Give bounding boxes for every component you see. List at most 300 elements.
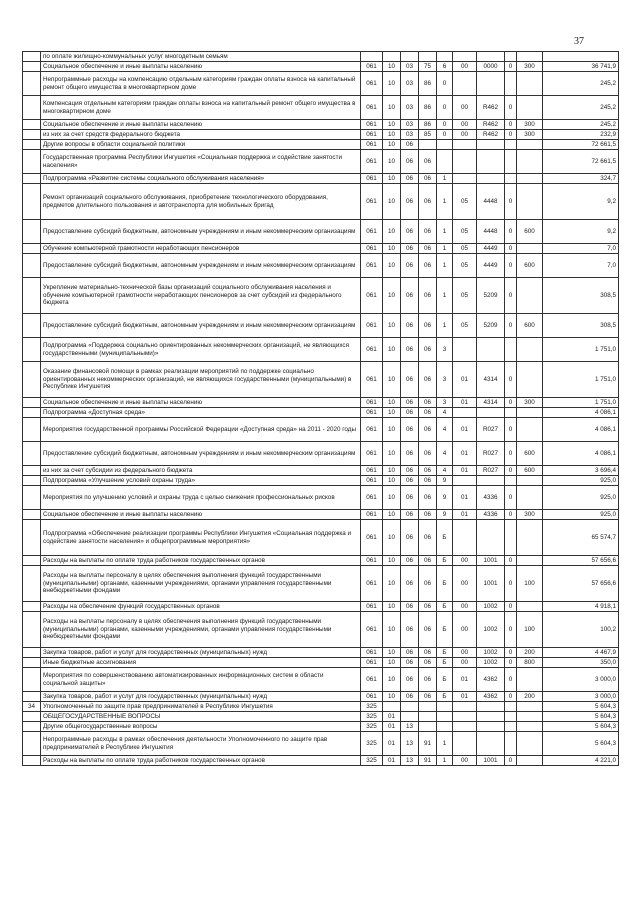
code-section: 10 <box>383 314 401 338</box>
code-section: 10 <box>383 648 401 658</box>
code-expense-type: 100 <box>517 566 543 602</box>
code-expense-type <box>517 52 543 62</box>
code-program: 06 <box>419 220 437 244</box>
code-subprogram: 1 <box>437 174 453 184</box>
code-subsection <box>401 52 419 62</box>
row-name: Расходы на обеспечение функций государственных органов <box>41 602 361 612</box>
code-activity: 01 <box>453 510 477 520</box>
code-direction: 4449 <box>477 244 505 254</box>
code-subsection: 06 <box>401 150 419 174</box>
code-program: 86 <box>419 72 437 96</box>
code-subprogram: Б <box>437 566 453 602</box>
code-subsection: 06 <box>401 244 419 254</box>
row-name: Закупка товаров, работ и услуг для государственных (муниципальных) нужд <box>41 692 361 702</box>
code-subsection: 06 <box>401 254 419 278</box>
code-zero: 0 <box>505 668 517 692</box>
row-name: Расходы на выплаты по оплате труда работников государственных органов <box>41 756 361 766</box>
code-zero <box>505 338 517 362</box>
code-subsection: 03 <box>401 72 419 96</box>
code-admin: 061 <box>361 476 383 486</box>
row-amount: 245,2 <box>543 72 619 96</box>
row-amount: 7,0 <box>543 254 619 278</box>
code-activity: 00 <box>453 130 477 140</box>
row-amount: 4 467,9 <box>543 648 619 658</box>
table-row <box>23 184 619 220</box>
code-subprogram: 1 <box>437 244 453 254</box>
code-program: 06 <box>419 510 437 520</box>
code-admin: 061 <box>361 486 383 510</box>
code-expense-type <box>517 140 543 150</box>
code-admin: 061 <box>361 692 383 702</box>
row-number <box>23 362 41 398</box>
code-admin: 061 <box>361 612 383 648</box>
code-section: 10 <box>383 72 401 96</box>
row-amount: 308,5 <box>543 314 619 338</box>
code-zero <box>505 520 517 556</box>
code-program: 06 <box>419 612 437 648</box>
row-number <box>23 130 41 140</box>
code-direction: 1001 <box>477 756 505 766</box>
code-program: 06 <box>419 254 437 278</box>
row-number <box>23 756 41 766</box>
code-subsection: 13 <box>401 756 419 766</box>
code-expense-type: 600 <box>517 442 543 466</box>
row-amount: 72 661,5 <box>543 140 619 150</box>
code-subsection: 03 <box>401 120 419 130</box>
code-activity <box>453 140 477 150</box>
code-activity: 01 <box>453 466 477 476</box>
code-zero: 0 <box>505 612 517 648</box>
row-name: Государственная программа Республики Ингушетия «Социальная поддержка и содействие занятости населения» <box>41 150 361 174</box>
code-expense-type <box>517 96 543 120</box>
table-row <box>23 566 619 602</box>
code-expense-type <box>517 72 543 96</box>
code-activity: 05 <box>453 278 477 314</box>
table-row <box>23 254 619 278</box>
row-name: из них за счет средств федерального бюджета <box>41 130 361 140</box>
code-program: 06 <box>419 278 437 314</box>
code-subprogram: 4 <box>437 408 453 418</box>
row-amount: 5 604,3 <box>543 712 619 722</box>
row-name: Компенсация отдельным категориям граждан оплаты взноса на капитальный ремонт общего имущества в многоквартирном доме <box>41 96 361 120</box>
code-zero <box>505 408 517 418</box>
code-direction: 0000 <box>477 62 505 72</box>
row-name: Мероприятия государственной программы Российской Федерации «Доступная среда» на 2011 - 2020 годы <box>41 418 361 442</box>
code-admin: 061 <box>361 658 383 668</box>
code-activity <box>453 722 477 732</box>
code-activity: 00 <box>453 602 477 612</box>
code-admin: 325 <box>361 722 383 732</box>
code-subsection <box>401 702 419 712</box>
row-number <box>23 722 41 732</box>
row-amount: 245,2 <box>543 96 619 120</box>
row-amount: 324,7 <box>543 174 619 184</box>
code-subprogram: Б <box>437 668 453 692</box>
code-direction: 4336 <box>477 486 505 510</box>
code-section: 10 <box>383 692 401 702</box>
code-subprogram: 1 <box>437 184 453 220</box>
code-subsection: 06 <box>401 338 419 362</box>
code-expense-type <box>517 602 543 612</box>
code-program: 06 <box>419 556 437 566</box>
row-amount: 72 661,5 <box>543 150 619 174</box>
row-name: Социальное обеспечение и иные выплаты населению <box>41 62 361 72</box>
table-row <box>23 408 619 418</box>
code-expense-type: 100 <box>517 612 543 648</box>
code-subprogram: Б <box>437 602 453 612</box>
code-subsection: 06 <box>401 140 419 150</box>
code-section: 10 <box>383 130 401 140</box>
code-zero: 0 <box>505 220 517 244</box>
code-section <box>383 702 401 712</box>
row-name: Подпрограмма «Доступная среда» <box>41 408 361 418</box>
table-row <box>23 692 619 702</box>
code-program: 06 <box>419 520 437 556</box>
code-section: 10 <box>383 476 401 486</box>
code-direction: 4362 <box>477 668 505 692</box>
table-row <box>23 510 619 520</box>
code-section: 10 <box>383 174 401 184</box>
table-row <box>23 602 619 612</box>
code-activity: 05 <box>453 184 477 220</box>
row-name: Закупка товаров, работ и услуг для государственных (муниципальных) нужд <box>41 648 361 658</box>
table-row <box>23 466 619 476</box>
code-section: 10 <box>383 442 401 466</box>
row-number <box>23 72 41 96</box>
row-name: по оплате жилищно-коммунальных услуг многодетным семьям <box>41 52 361 62</box>
code-activity: 01 <box>453 486 477 510</box>
row-number <box>23 692 41 702</box>
code-admin: 325 <box>361 756 383 766</box>
row-name: Другие общегосударственные вопросы <box>41 722 361 732</box>
row-name: Предоставление субсидий бюджетным, автономным учреждениям и иным некоммерческим организациям <box>41 220 361 244</box>
code-activity: 00 <box>453 566 477 602</box>
code-subprogram: 9 <box>437 476 453 486</box>
code-subsection: 06 <box>401 184 419 220</box>
code-section: 01 <box>383 756 401 766</box>
code-zero: 0 <box>505 556 517 566</box>
code-activity <box>453 150 477 174</box>
code-zero: 0 <box>505 362 517 398</box>
code-zero: 0 <box>505 602 517 612</box>
code-subprogram: 4 <box>437 418 453 442</box>
code-subprogram: 0 <box>437 72 453 96</box>
row-number <box>23 398 41 408</box>
code-zero: 0 <box>505 254 517 278</box>
row-name: Уполномоченный по защите прав предпринимателей в Республике Ингушетия <box>41 702 361 712</box>
row-number <box>23 556 41 566</box>
table-row <box>23 314 619 338</box>
code-program: 91 <box>419 732 437 756</box>
row-number <box>23 314 41 338</box>
code-direction <box>477 150 505 174</box>
row-number <box>23 442 41 466</box>
code-direction <box>477 338 505 362</box>
code-admin: 061 <box>361 140 383 150</box>
row-amount: 57 656,6 <box>543 566 619 602</box>
row-number <box>23 62 41 72</box>
code-expense-type <box>517 184 543 220</box>
code-program: 91 <box>419 756 437 766</box>
row-number <box>23 140 41 150</box>
code-direction: R027 <box>477 466 505 476</box>
code-admin: 061 <box>361 442 383 466</box>
code-subprogram: 1 <box>437 254 453 278</box>
code-zero: 0 <box>505 314 517 338</box>
code-zero: 0 <box>505 96 517 120</box>
code-subsection: 03 <box>401 96 419 120</box>
code-section: 10 <box>383 658 401 668</box>
code-subsection: 06 <box>401 220 419 244</box>
code-activity: 01 <box>453 362 477 398</box>
code-subsection <box>401 712 419 722</box>
row-number <box>23 254 41 278</box>
table-row <box>23 476 619 486</box>
code-activity: 05 <box>453 254 477 278</box>
code-program: 06 <box>419 668 437 692</box>
code-subsection: 03 <box>401 62 419 72</box>
code-direction: 4314 <box>477 362 505 398</box>
code-expense-type <box>517 174 543 184</box>
code-activity: 01 <box>453 442 477 466</box>
table-row <box>23 556 619 566</box>
code-activity: 05 <box>453 244 477 254</box>
code-zero: 0 <box>505 120 517 130</box>
row-name: Подпрограмма «Обеспечение реализации программы Республики Ингушетия «Социальная поддержка и содействие занятости населения» и общепрограммные мероприятия» <box>41 520 361 556</box>
code-admin: 061 <box>361 244 383 254</box>
code-subsection: 06 <box>401 556 419 566</box>
table-row <box>23 174 619 184</box>
code-program: 06 <box>419 692 437 702</box>
code-subsection: 06 <box>401 476 419 486</box>
code-section <box>383 52 401 62</box>
code-admin: 325 <box>361 702 383 712</box>
code-expense-type: 200 <box>517 692 543 702</box>
row-amount: 57 656,6 <box>543 556 619 566</box>
code-direction <box>477 140 505 150</box>
code-expense-type <box>517 362 543 398</box>
table-row <box>23 722 619 732</box>
row-name: Социальное обеспечение и иные выплаты населению <box>41 398 361 408</box>
code-section: 10 <box>383 150 401 174</box>
row-number <box>23 408 41 418</box>
row-name: Предоставление субсидий бюджетным, автономным учреждениям и иным некоммерческим организациям <box>41 254 361 278</box>
code-direction <box>477 408 505 418</box>
code-program: 06 <box>419 466 437 476</box>
code-section: 10 <box>383 602 401 612</box>
code-admin: 061 <box>361 510 383 520</box>
code-subsection: 13 <box>401 732 419 756</box>
code-direction: 4448 <box>477 184 505 220</box>
code-activity: 00 <box>453 658 477 668</box>
code-direction: 1002 <box>477 648 505 658</box>
code-program <box>419 52 437 62</box>
row-amount: 308,5 <box>543 278 619 314</box>
row-number <box>23 732 41 756</box>
row-amount: 1 751,0 <box>543 398 619 408</box>
table-row <box>23 612 619 648</box>
code-expense-type: 200 <box>517 648 543 658</box>
row-name: Мероприятия по совершенствованию автоматизированных информационных систем в области социальной защиты» <box>41 668 361 692</box>
code-expense-type <box>517 338 543 362</box>
table-row <box>23 486 619 510</box>
code-program: 85 <box>419 130 437 140</box>
code-section: 10 <box>383 62 401 72</box>
code-subprogram: 4 <box>437 466 453 476</box>
row-number <box>23 566 41 602</box>
row-amount: 100,2 <box>543 612 619 648</box>
code-zero: 0 <box>505 398 517 408</box>
code-subsection: 06 <box>401 418 419 442</box>
code-subsection: 06 <box>401 602 419 612</box>
code-subprogram: 0 <box>437 130 453 140</box>
code-section: 10 <box>383 566 401 602</box>
code-subsection: 06 <box>401 486 419 510</box>
row-amount: 232,9 <box>543 130 619 140</box>
code-subsection: 06 <box>401 566 419 602</box>
row-amount: 4 086,1 <box>543 408 619 418</box>
code-subprogram: Б <box>437 648 453 658</box>
code-direction <box>477 712 505 722</box>
code-activity: 00 <box>453 120 477 130</box>
row-number <box>23 520 41 556</box>
row-amount: 4 086,1 <box>543 442 619 466</box>
table-row <box>23 62 619 72</box>
row-number <box>23 668 41 692</box>
row-number <box>23 648 41 658</box>
row-name: Другие вопросы в области социальной политики <box>41 140 361 150</box>
code-section: 10 <box>383 520 401 556</box>
code-subprogram: Б <box>437 658 453 668</box>
code-program: 06 <box>419 184 437 220</box>
table-row <box>23 244 619 254</box>
row-name: Обучение компьютерной грамотности неработающих пенсионеров <box>41 244 361 254</box>
code-program: 06 <box>419 150 437 174</box>
code-activity: 00 <box>453 62 477 72</box>
code-direction: R462 <box>477 120 505 130</box>
code-subprogram <box>437 140 453 150</box>
code-expense-type <box>517 278 543 314</box>
code-activity <box>453 732 477 756</box>
row-number <box>23 486 41 510</box>
code-admin: 061 <box>361 130 383 140</box>
budget-table-body <box>23 52 619 766</box>
code-expense-type <box>517 756 543 766</box>
budget-table <box>22 51 619 766</box>
code-section: 10 <box>383 220 401 244</box>
code-zero: 0 <box>505 442 517 466</box>
code-direction: 5209 <box>477 278 505 314</box>
code-section: 10 <box>383 120 401 130</box>
code-subprogram <box>437 712 453 722</box>
row-name: Расходы на выплаты персоналу в целях обеспечения выполнения функций государственными (муниципальными) органами, казенными учреждениями, органами управления государственными внебюджетными фондами <box>41 612 361 648</box>
row-amount: 1 751,0 <box>543 362 619 398</box>
code-direction <box>477 520 505 556</box>
row-amount: 7,0 <box>543 244 619 254</box>
row-amount: 3 000,0 <box>543 692 619 702</box>
row-name: Непрограммные расходы на компенсацию отдельным категориям граждан оплаты взноса на капитальный ремонт общего имущества в многоквартирном доме <box>41 72 361 96</box>
code-subprogram: Б <box>437 692 453 702</box>
code-subsection: 06 <box>401 612 419 648</box>
table-row <box>23 732 619 756</box>
code-section: 01 <box>383 722 401 732</box>
table-row <box>23 52 619 62</box>
code-activity: 01 <box>453 668 477 692</box>
row-name: Расходы на выплаты персоналу в целях обеспечения выполнения функций государственными (муниципальными) органами, казенными учреждениями, органами управления государственными внебюджетными фондами <box>41 566 361 602</box>
code-direction: 4362 <box>477 692 505 702</box>
table-row <box>23 72 619 96</box>
code-subprogram: 3 <box>437 398 453 408</box>
row-amount: 925,0 <box>543 510 619 520</box>
code-section: 10 <box>383 510 401 520</box>
row-number <box>23 658 41 668</box>
row-amount: 4 086,1 <box>543 418 619 442</box>
table-row <box>23 338 619 362</box>
code-activity: 00 <box>453 756 477 766</box>
code-expense-type <box>517 732 543 756</box>
code-direction: R462 <box>477 130 505 140</box>
code-expense-type: 300 <box>517 62 543 72</box>
code-direction: 1002 <box>477 658 505 668</box>
row-amount: 3 696,4 <box>543 466 619 476</box>
code-program: 86 <box>419 120 437 130</box>
code-zero <box>505 712 517 722</box>
code-admin: 061 <box>361 566 383 602</box>
code-subprogram: 1 <box>437 314 453 338</box>
code-admin: 061 <box>361 150 383 174</box>
code-subprogram: 1 <box>437 732 453 756</box>
row-number <box>23 466 41 476</box>
code-direction: 4314 <box>477 398 505 408</box>
code-zero <box>505 150 517 174</box>
code-direction: R027 <box>477 442 505 466</box>
code-activity: 00 <box>453 556 477 566</box>
row-name: Мероприятия по улучшению условий и охраны труда с целью снижения профессиональных рисков <box>41 486 361 510</box>
code-subprogram <box>437 150 453 174</box>
code-expense-type <box>517 712 543 722</box>
code-expense-type: 600 <box>517 254 543 278</box>
code-admin: 061 <box>361 174 383 184</box>
code-zero: 0 <box>505 62 517 72</box>
code-subsection: 06 <box>401 692 419 702</box>
code-subprogram: 9 <box>437 510 453 520</box>
code-admin: 061 <box>361 62 383 72</box>
table-row <box>23 442 619 466</box>
code-expense-type: 600 <box>517 220 543 244</box>
code-zero <box>505 72 517 96</box>
row-amount: 36 741,9 <box>543 62 619 72</box>
code-expense-type: 800 <box>517 658 543 668</box>
code-direction <box>477 174 505 184</box>
table-row <box>23 418 619 442</box>
code-subprogram <box>437 702 453 712</box>
code-section: 10 <box>383 612 401 648</box>
code-program: 86 <box>419 96 437 120</box>
code-section: 10 <box>383 244 401 254</box>
code-activity: 05 <box>453 314 477 338</box>
code-subprogram: 9 <box>437 486 453 510</box>
table-row <box>23 398 619 408</box>
code-subprogram: 1 <box>437 278 453 314</box>
table-row <box>23 362 619 398</box>
code-admin: 061 <box>361 96 383 120</box>
code-subprogram <box>437 52 453 62</box>
table-row <box>23 150 619 174</box>
code-program: 06 <box>419 566 437 602</box>
code-subsection: 06 <box>401 520 419 556</box>
code-program: 06 <box>419 398 437 408</box>
row-amount: 245,2 <box>543 120 619 130</box>
